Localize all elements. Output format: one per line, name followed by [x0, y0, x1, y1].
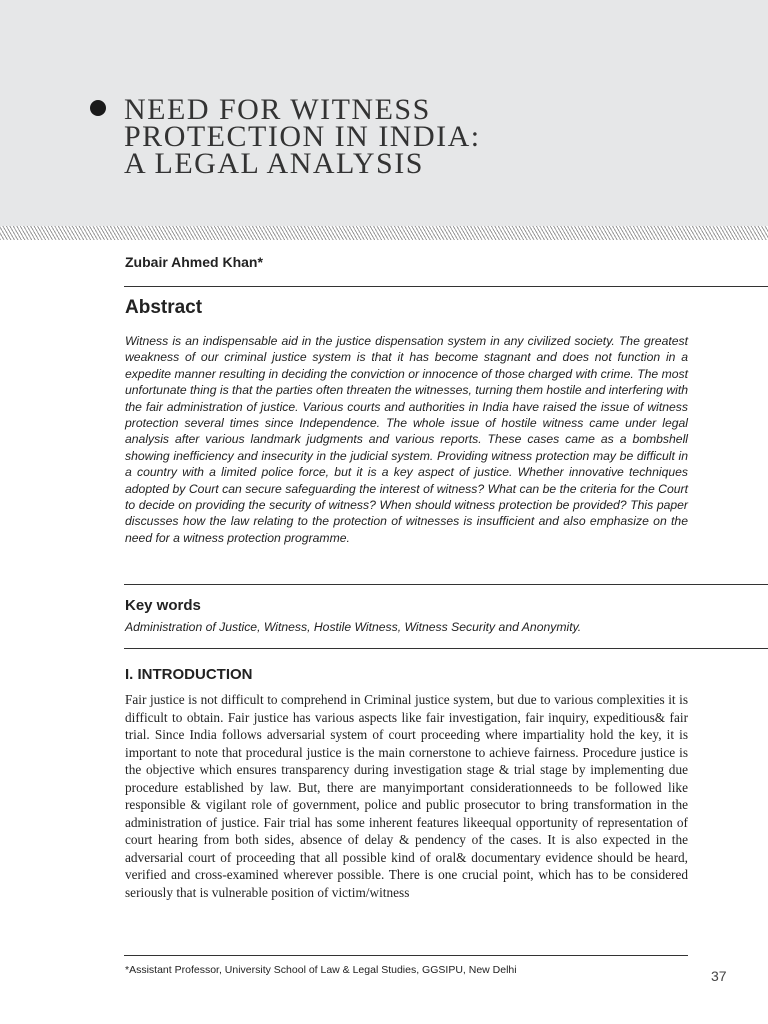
paper-title: [124, 93, 481, 180]
hatched-divider: [0, 226, 768, 240]
introduction-heading: I. INTRODUCTION: [125, 666, 253, 683]
divider-abstract: [124, 584, 768, 585]
divider-keywords: [124, 648, 768, 649]
page-number: 37: [711, 968, 727, 984]
introduction-text: Fair justice is not difficult to comprehend in Criminal justice system, but due to various complexities it is difficult to obtain. Fair justice has various aspects like fair investigation, fair inquiry, expeditious& fair trial. Since India follows adversarial system of court proceeding where impartiality hold the key, it is important to note that procedural justice is the main cornerstone to achieve fairness. Procedure justice is the objective which ensures transparency during investigation stage & trial stage by implementing due procedure established by law. But, there are manyimportant considerationneeds to be followed like responsible & vigilant role of government, police and public prosecutor to bring transformation in the administration of justice. Fair trial has some inherent features likeequal opportunity of representation of court hearing from both sides, absence of delay & pendency of the cases. It is also expected in the adversarial court of proceeding that all possible kind of oral& documentary evidence should be heard, verified and cross-examined wherever possible. There is one crucial point, which has to be considered seriously that is vulnerable position of victim/witness: [125, 692, 688, 900]
keywords-heading: Key words: [125, 597, 201, 614]
title-line-2: PROTECTION IN INDIA:: [124, 120, 481, 153]
abstract-text: Witness is an indispensable aid in the justice dispensation system in any civilized society. The greatest weakness of our criminal justice system is that it has become stagnant and does not function in a expedite manner resulting in deciding the conviction or innocence of those charged with crime. The most unfortunate thing is that the parties often threaten the witnesses, turning them hostile and interfering with the fair administration of justice. Various courts and authorities in India have raised the issue of witness protection several times since Independence. The whole issue of hostile witness came under legal analysis after various landmark judgments and various reports. These cases came as a bombshell showing inefficiency and insecurity in the judicial system. Providing witness protection may be difficult in a country with a limited police force, but it is a key aspect of justice. Whether innovative techniques adopted by Court can secure safeguarding the interest of witness? What can be the criteria for the Court to decide on providing the security of witness? When should witness protection be provided? This paper discusses how the law relating to the protection of witnesses is insufficient and also emphasize on the need for a witness protection programme.: [125, 334, 688, 545]
author-name: Zubair Ahmed Khan*: [125, 254, 263, 270]
bullet-icon: [90, 100, 106, 116]
footnote-divider: [124, 955, 688, 956]
divider-author: [124, 286, 768, 287]
title-line-3: A LEGAL ANALYSIS: [124, 147, 424, 180]
abstract-heading: Abstract: [125, 297, 203, 318]
footnote: *Assistant Professor, University School of Law & Legal Studies, GGSIPU, New Delhi: [125, 964, 517, 976]
keywords-text: Administration of Justice, Witness, Hostile Witness, Witness Security and Anonymity.: [125, 620, 582, 634]
title-line-1: NEED FOR WITNESS: [124, 93, 431, 126]
